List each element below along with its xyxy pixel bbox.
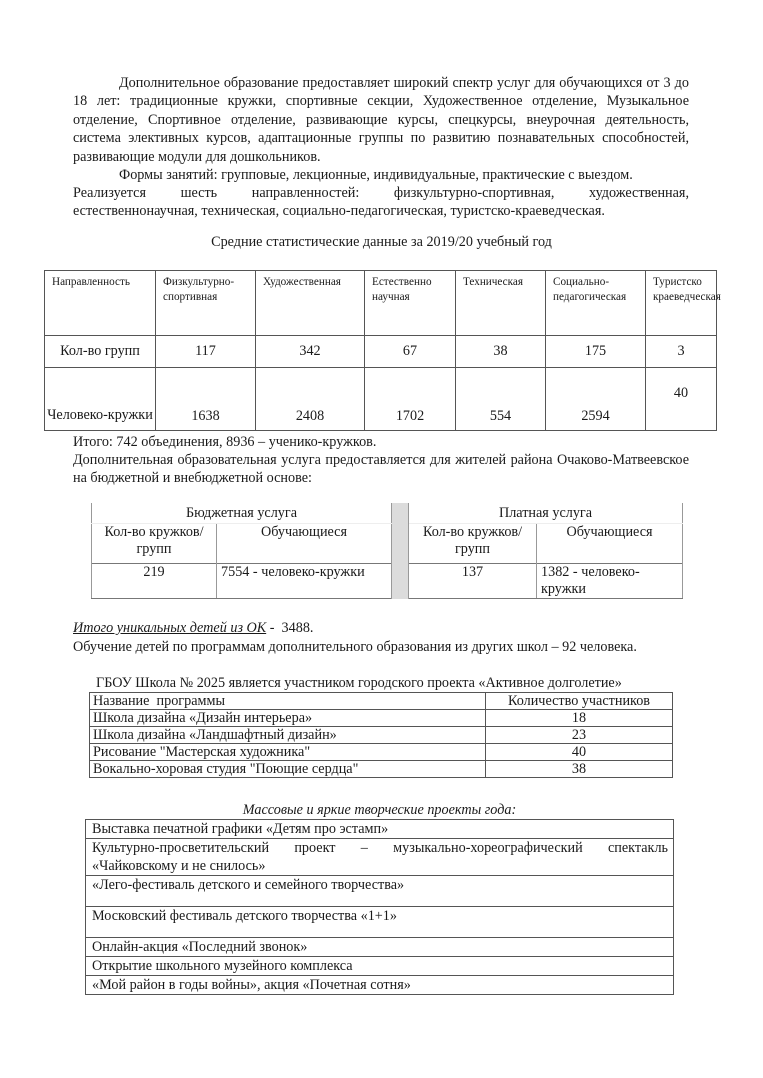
- table-cell: 2408: [256, 368, 365, 431]
- table-row: [45, 336, 717, 368]
- table-row: [86, 957, 674, 976]
- table-cell: 2594: [546, 368, 646, 431]
- paid-count-header: Кол-во кружков/групп: [422, 524, 523, 557]
- projects-table: [85, 819, 674, 995]
- unique-children-line: [73, 619, 689, 637]
- budget-count-value: 219: [92, 564, 217, 599]
- table-row: [86, 820, 674, 839]
- table-row: [90, 727, 673, 744]
- project-item: Открытие школьного музейного комплекса: [86, 957, 674, 976]
- total-summary: Итого: 742 объединения, 8936 – ученико-кружков.: [73, 434, 377, 450]
- header-cell: Художественная: [256, 271, 365, 336]
- budget-students-header: Обучающиеся: [217, 524, 392, 564]
- other-schools-line: Обучение детей по программам дополнительного образования из других школ – 92 человека.: [73, 639, 637, 655]
- table-row: [86, 876, 674, 907]
- header-cell: Направленность: [45, 271, 156, 336]
- participant-count: 38: [486, 761, 673, 778]
- header-cell: Количество участников: [486, 693, 673, 710]
- table-row: [90, 761, 673, 778]
- project-item: «Мой район в годы войны», акция «Почетная сотня»: [86, 976, 674, 995]
- table-row: [45, 368, 717, 431]
- longevity-table: [89, 692, 673, 778]
- longevity-caption: ГБОУ Школа № 2025 является участником городского проекта «Активное долголетие»: [96, 675, 622, 691]
- stats-header-row: [45, 271, 717, 336]
- header-cell: Туристско краеведческая: [646, 271, 717, 336]
- table-cell: 40: [646, 368, 717, 431]
- participant-count: 18: [486, 710, 673, 727]
- table-row: [92, 564, 683, 599]
- table-row: [90, 710, 673, 727]
- header-cell: Название программы: [90, 693, 486, 710]
- budget-header-row: [92, 524, 683, 564]
- participant-count: 23: [486, 727, 673, 744]
- table-cell: 342: [256, 336, 365, 368]
- table-cell: 554: [456, 368, 546, 431]
- column-gap: [392, 503, 409, 599]
- table-cell: 3: [646, 336, 717, 368]
- header-cell: Физкультурно-спортивная: [156, 271, 256, 336]
- paid-students-header: Обучающиеся: [537, 524, 683, 564]
- table-row: [90, 744, 673, 761]
- unique-children-label: Итого уникальных детей из ОК: [73, 620, 267, 636]
- project-item: Выставка печатной графики «Детям про эстамп»: [86, 820, 674, 839]
- table-cell: 175: [546, 336, 646, 368]
- program-name: Вокально-хоровая студия "Поющие сердца": [90, 761, 486, 778]
- program-name: Школа дизайна «Ландшафтный дизайн»: [90, 727, 486, 744]
- project-item: Культурно-просветительский проект – музыкально-хореографический спектакль «Чайковскому и не снилось»: [86, 839, 674, 876]
- participant-count: 40: [486, 744, 673, 761]
- paid-students-value: 1382 - человеко-кружки: [537, 564, 683, 599]
- projects-caption: Массовые и яркие творческие проекты года:: [242, 802, 517, 818]
- stats-table: [44, 270, 721, 431]
- table-cell: 67: [365, 336, 456, 368]
- project-item: Онлайн-акция «Последний звонок»: [86, 938, 674, 957]
- table-cell: 1638: [156, 368, 256, 431]
- table-cell: 1702: [365, 368, 456, 431]
- budget-paid-table: [91, 503, 683, 599]
- service-description: Дополнительная образовательная услуга предоставляется для жителей района Очаково-Матвеевское на бюджетной и внебюджетной основе:: [73, 452, 689, 487]
- row-label: Кол-во групп: [45, 336, 156, 368]
- budget-count-header: Кол-во кружков/групп: [92, 524, 217, 564]
- budget-title-row: [92, 503, 683, 524]
- intro-paragraph-forms: Формы занятий: групповые, лекционные, индивидуальные, практические с выездом.: [119, 167, 633, 183]
- project-item: Московский фестиваль детского творчества «1+1»: [86, 907, 674, 938]
- budget-students-value: 7554 - человеко-кружки: [217, 564, 392, 599]
- paid-count-value: 137: [409, 564, 537, 599]
- unique-children-value: - 3488.: [266, 620, 314, 636]
- program-name: Рисование "Мастерская художника": [90, 744, 486, 761]
- program-name: Школа дизайна «Дизайн интерьера»: [90, 710, 486, 727]
- table-cell: 38: [456, 336, 546, 368]
- longevity-header-row: [90, 693, 673, 710]
- header-cell: Техническая: [456, 271, 546, 336]
- project-item: «Лего-фестиваль детского и семейного творчества»: [86, 876, 674, 907]
- header-cell: Естественно научная: [365, 271, 456, 336]
- header-cell: Социально-педагогическая: [546, 271, 646, 336]
- table-row: [86, 839, 674, 876]
- row-label: Человеко-кружки: [45, 368, 156, 431]
- table-row: [86, 907, 674, 938]
- table-row: [86, 938, 674, 957]
- budget-service-title: Бюджетная услуга: [92, 503, 392, 524]
- table-row: [86, 976, 674, 995]
- paid-service-title: Платная услуга: [409, 503, 683, 524]
- table-cell: 117: [156, 336, 256, 368]
- stats-table-caption: Средние статистические данные за 2019/20 учебный год: [211, 234, 552, 250]
- intro-paragraph-1: Дополнительное образование предоставляет широкий спектр услуг для обучающихся от 3 до 18 лет: традиционные кружки, спортивные секции, Художественное отделение, Музыкальное отделение, Спортивное отделение, развивающие курсы, спецкурсы, внеурочная деятельность, система элективных курсов, адаптационные группы по развитию познавательных способностей, развивающие модули для дошкольников.: [73, 75, 689, 165]
- intro-paragraph-directions: Реализуется шесть направленностей: физкультурно-спортивная, художественная, естественнонаучная, техническая, социально-педагогическая, туристско-краеведческая.: [73, 185, 689, 220]
